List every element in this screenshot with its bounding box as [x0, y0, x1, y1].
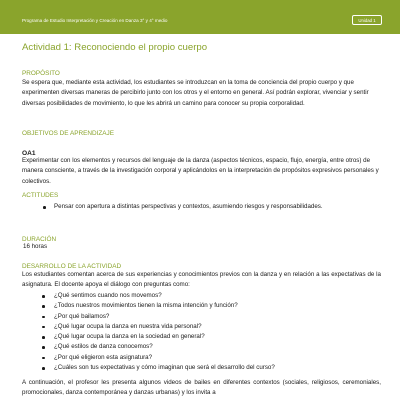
- bullet-icon: [42, 346, 45, 349]
- list-item: ¿Qué estilos de danza conocemos?: [22, 342, 381, 352]
- list-item: ¿Qué sentimos cuando nos movemos?: [22, 291, 381, 301]
- bullet-icon: [42, 305, 45, 308]
- activity-title: Actividad 1: Reconociendo el propio cuerpo: [22, 42, 208, 53]
- header-band: [0, 0, 400, 34]
- list-item: ¿Todos nuestros movimientos tienen la misma intención y función?: [22, 301, 381, 311]
- purpose-heading: PROPÓSITO: [22, 70, 60, 77]
- list-item: ¿Cuáles son tus expectativas y cómo imaginan que será el desarrollo del curso?: [22, 363, 381, 373]
- list-item: ¿Por qué bailamos?: [22, 312, 381, 322]
- duration-value: 16 horas: [23, 243, 48, 250]
- attitudes-list: [22, 202, 381, 212]
- bullet-icon: [42, 316, 45, 319]
- purpose-text: Se espera que, mediante esta actividad, los estudiantes se introduzcan en la toma de conciencia del propio cuerpo y que experimenten diversas maneras de percibirlo junto con los otros y el entorno en general. Así podrán explorar, vivenciar y sentir diversas posibilidades de movimiento, lo que les abrirá un camino para conocer su propia corporalidad.: [22, 79, 369, 107]
- bullet-icon: [42, 295, 45, 298]
- bullet-icon: [42, 336, 45, 339]
- list-item: Pensar con apertura a distintas perspectivas y contextos, asumiendo riesgos y responsabilidades.: [22, 202, 381, 212]
- development-intro: Los estudiantes comentan acerca de sus experiencias y conocimientos previos con la danza y en relación a las expectativas de la asignatura. El docente apoya el diálogo con preguntas como:: [22, 271, 381, 289]
- duration-heading: DURACIÓN: [22, 236, 57, 243]
- bullet-icon: [42, 367, 45, 370]
- development-heading: DESARROLLO DE LA ACTIVIDAD: [22, 263, 122, 270]
- oa-text: Experimentar con los elementos y recursos del lenguaje de la danza (aspectos técnicos, espacio, flujo, energía, entre otros) de manera consciente, a través de la investigación corporal y aplicándolos en la interpretación de propósitos expresivos personales y colectivos.: [22, 157, 379, 185]
- bullet-icon: [43, 206, 46, 209]
- unit-tag: Unidad 1: [352, 15, 382, 25]
- closing-text: A continuación, el profesor les presenta algunos videos de bailes en diferentes contextos (sociales, religiosos, ceremoniales, promocionales, danza contemporánea y danzas urbanas) y los invita a: [22, 379, 381, 397]
- attitudes-heading: ACTITUDES: [22, 192, 59, 199]
- list-item: ¿Por qué eligieron esta asignatura?: [22, 353, 381, 363]
- oa-label: OA1: [22, 150, 36, 157]
- questions-list: [22, 291, 381, 373]
- list-item: ¿Qué lugar ocupa la danza en la sociedad en general?: [22, 332, 381, 342]
- program-title: Programa de Estudio Interpretación y Creación en Danza 3° y 4° medio: [22, 18, 168, 23]
- list-item: ¿Qué lugar ocupa la danza en nuestra vida personal?: [22, 322, 381, 332]
- objectives-heading: OBJETIVOS DE APRENDIZAJE: [22, 130, 114, 137]
